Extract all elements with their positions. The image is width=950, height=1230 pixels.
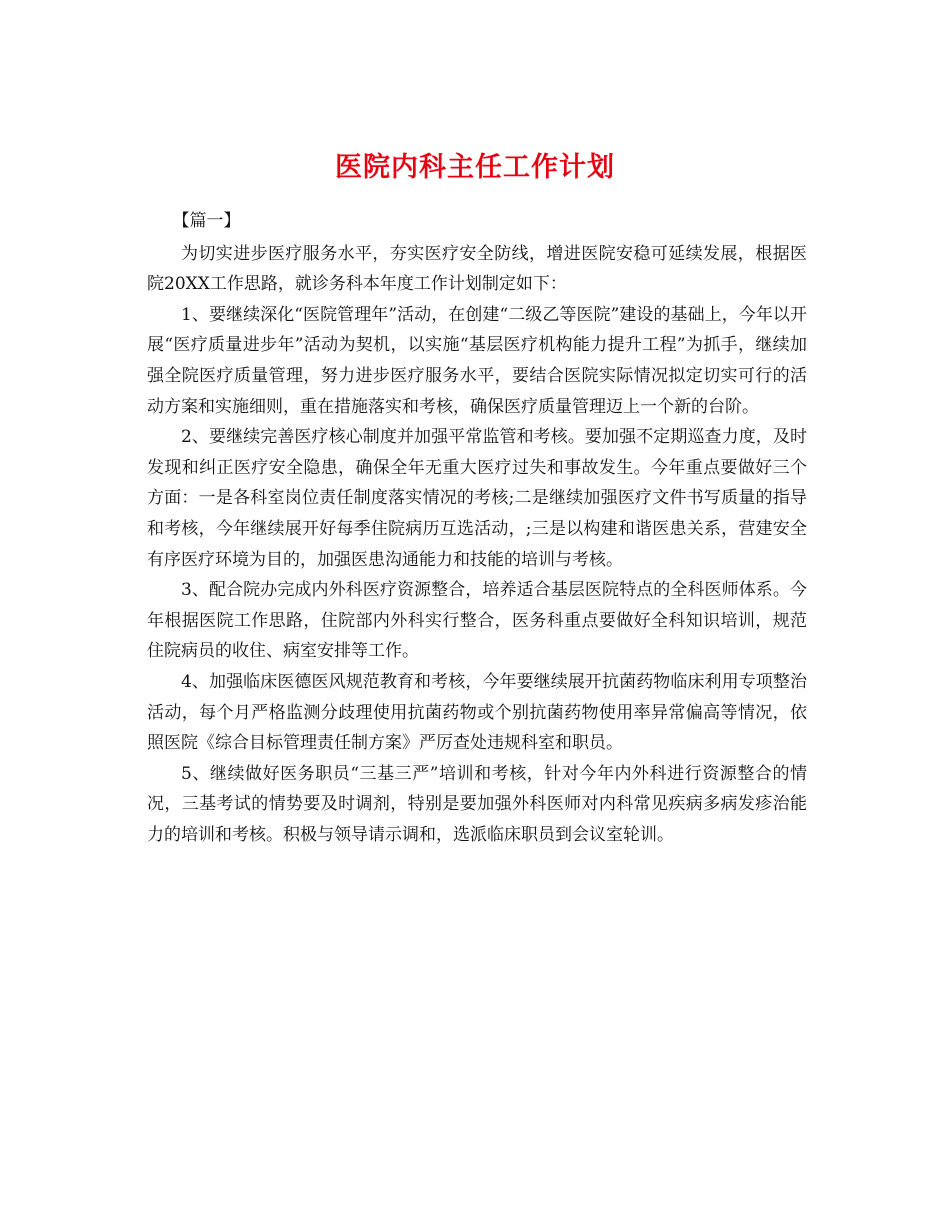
paragraph-item-5: 5、继续做好医务职员“三基三严”培训和考核，针对今年内外科进行资源整合的情况，三基考试的情势要及时调剂，特别是要加强外科医师对内科常见疾病多病发疹治能力的培训和考核。积极与领导请示调和，选派临床职员到会议室轮训。 [147, 763, 807, 845]
paragraph-item-1: 1、要继续深化“医院管理年”活动，在创建“二级乙等医院”建设的基础上，今年以开展“医疗质量进步年”活动为契机，以实施“基层医疗机构能力提升工程”为抓手，继续加强全院医疗质量管理，努力进步医疗服务水平，要结合医院实际情况拟定切实可行的活动方案和实施细则，重在措施落实和考核，确保医疗质量管理迈上一个新的台阶。 [147, 304, 807, 417]
section-label: 【篇一】 [172, 211, 241, 231]
paragraph-item-4: 4、加强临床医德医风规范教育和考核，今年要继续展开抗菌药物临床利用专项整治活动，每个月严格监测分歧理使用抗菌药物或个别抗菌药物使用率异常偏高等情况，依照医院《综合目标管理责任制方案》严厉查处违规科室和职员。 [147, 671, 807, 754]
document-title: 医院内科主任工作计划 [335, 152, 615, 184]
paragraph-item-3: 3、配合院办完成内外科医疗资源整合，培养适合基层医院特点的全科医师体系。今年根据医院工作思路，住院部内外科实行整合，医务科重点要做好全科知识培训，规范住院病员的收住、病室安排等工作。 [147, 580, 807, 662]
paragraph-intro: 为切实进步医疗服务水平，夯实医疗安全防线，增进医院安稳可延续发展，根据医院20XX工作思路，就诊务科本年度工作计划制定如下： [147, 243, 807, 295]
paragraph-item-2: 2、要继续完善医疗核心制度并加强平常监管和考核。要加强不定期巡查力度，及时发现和纠正医疗安全隐患，确保全年无重大医疗过失和事故发生。今年重点要做好三个方面：一是各科室岗位责任制度落实情况的考核;二是继续加强医疗文件书写质量的指导和考核，今年继续展开好每季住院病历互选活动，;三是以构建和谐医患关系，营建安全有序医疗环境为目的，加强医患沟通能力和技能的培训与考核。 [147, 427, 807, 570]
document-body [147, 206, 807, 850]
